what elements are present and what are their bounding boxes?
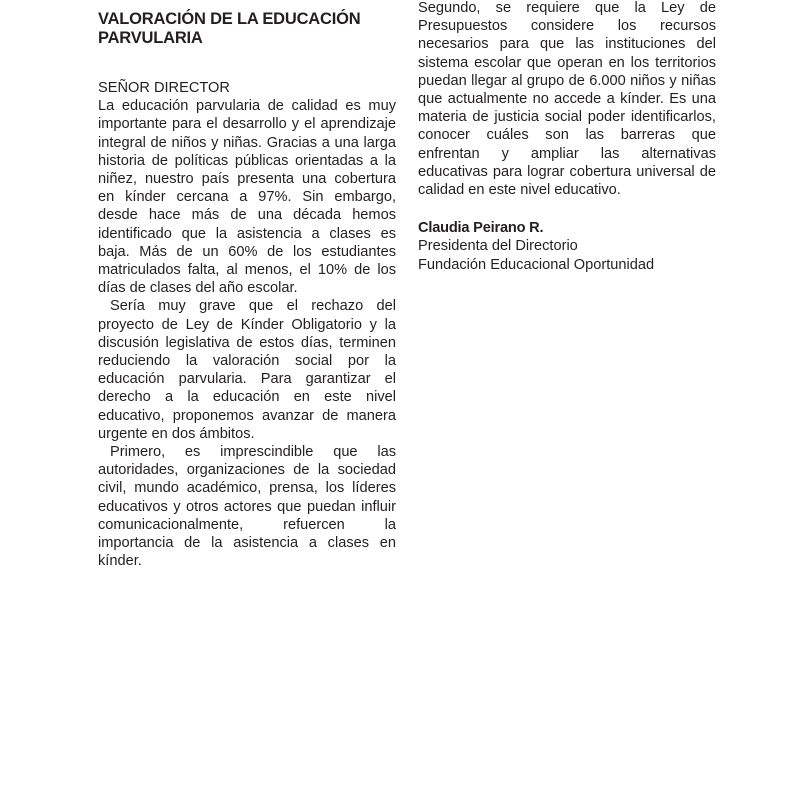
headline: VALORACIÓN DE LA EDUCACIÓN PARVULARIA bbox=[98, 10, 361, 47]
right-column bbox=[418, 0, 716, 274]
left-column bbox=[98, 10, 396, 570]
body-paragraph-2: Sería muy grave que el rechazo del proyecto de Ley de Kínder Obligatorio y la discusión legislativa de estos días, terminen reduciendo la valoración social por la educación parvularia. Para garantizar el derecho a la educación en este nivel educativo, proponemos avanzar de manera urgente en dos ámbitos. bbox=[98, 298, 396, 442]
signature-organization: Fundación Educacional Oportunidad bbox=[418, 256, 655, 273]
signature-name: Claudia Peirano R. bbox=[418, 220, 544, 237]
body-paragraph-4-continued: Segundo, se requiere que la Ley de Presupuestos considere los recursos necesarios para que las instituciones del sistema escolar que operan en los territorios puedan llegar al grupo de 6.000 niños y niñas que actualmente no accede a kínder. Es una materia de justicia social poder identificarlos, conocer cuáles son las barreras que enfrentan y ampliar las alternativas educativas para lograr cobertura universal de calidad en este nivel educativo. bbox=[418, 0, 716, 199]
signature-title: Presidenta del Directorio bbox=[418, 238, 578, 255]
body-paragraph-1: La educación parvularia de calidad es muy importante para el desarrollo y el aprendizaje integral de niños y niñas. Gracias a una larga historia de políticas públicas orientadas a la niñez, nuestro país presenta una cobertura en kínder cercana a 97%. Sin embargo, desde hace más de una década hemos identificado que la asistencia a clases es baja. Más de un 60% de los estudiantes matriculados falta, al menos, el 10% de los días de clases del año escolar. bbox=[98, 98, 396, 297]
body-paragraph-3: Primero, es imprescindible que las autoridades, organizaciones de la sociedad civil, mundo académico, prensa, los líderes educativos y otros actores que puedan influir comunicacionalmente, refuercen la importancia de la asistencia a clases en kínder. bbox=[98, 444, 396, 570]
salutation: SEÑOR DIRECTOR bbox=[98, 80, 230, 96]
